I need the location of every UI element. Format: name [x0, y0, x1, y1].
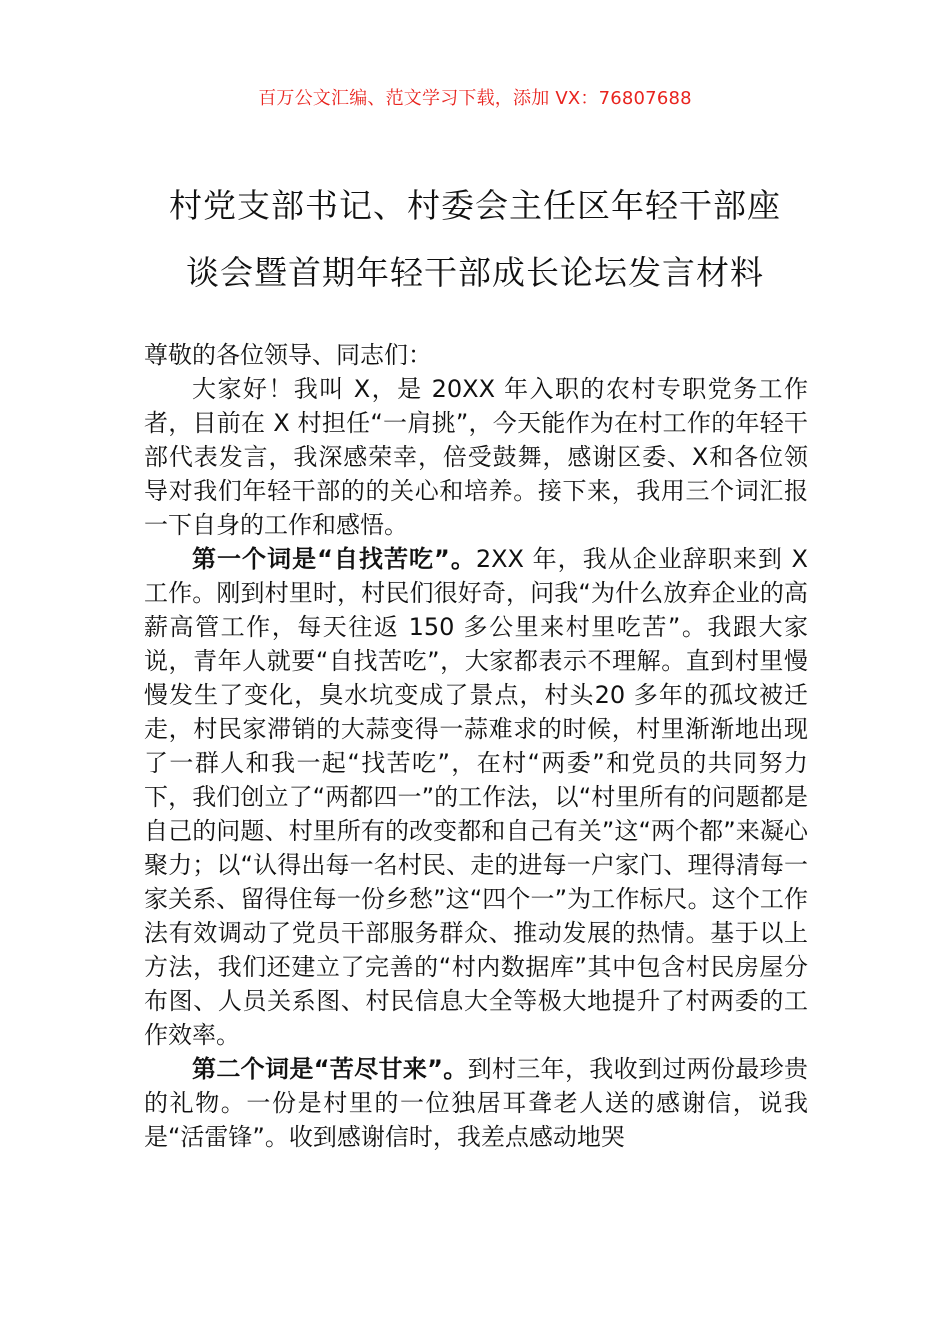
document-title: [130, 172, 820, 306]
title-line-2: 谈会暨首期年轻干部成长论坛发言材料: [186, 253, 764, 292]
paragraph-3-text: 到村三年，我收到过两份最珍贵的礼物。一份是村里的一位独居耳聋老人送的感谢信，说我是“活雷锋”。收到感谢信时，我差点感动地哭: [144, 1055, 809, 1151]
paragraph-2-lead: 第一个词是“自找苦吃”。: [192, 545, 476, 573]
paragraph-2-text: 2XX 年，我从企业辞职来到 X 工作。刚到村里时，村民们很好奇，问我“为什么放弃企业的高薪高管工作，每天往返 150 多公里来村里吃苦”。我跟大家说，青年人就要“自找苦吃”，大家都表示不理解。直到村里慢慢发生了变化，臭水坑变成了景点，村头20 多年的孤坟被迁走，村民家滞销的大蒜变得一蒜难求的时候，村里渐渐地出现了一群人和我一起“找苦吃”，在村“两委”和党员的共同努力下，我们创立了“两都四一”的工作法，以“村里所有的问题都是自己的问题、村里所有的改变都和自己有关”这“两个都”来凝心聚力；以“认得出每一名村民、走的进每一户家门、理得清每一家关系、留得住每一份乡愁”这“四个一”为工作标尺。这个工作法有效调动了党员干部服务群众、推动发展的热情。基于以上方法，我们还建立了完善的“村内数据库”其中包含村民房屋分布图、人员关系图、村民信息大全等极大地提升了村两委的工作效率。: [144, 545, 808, 1049]
title-line-1: 村党支部书记、村委会主任区年轻干部座: [169, 186, 781, 225]
paragraph-3-lead: 第二个词是“苦尽甘来”。: [192, 1055, 468, 1083]
header-banner: 百万公文汇编、范文学习下载，添加 VX：76807688: [258, 88, 692, 109]
paragraph-3: [144, 1052, 808, 1154]
document-body: [144, 338, 808, 1154]
paragraph-1: 大家好！我叫 X，是 20XX 年入职的农村专职党务工作者，目前在 X 村担任“一肩挑”，今天能作为在村工作的年轻干部代表发言，我深感荣幸，倍受鼓舞，感谢区委、X和各位领导对我们年轻干部的的关心和培养。接下来，我用三个词汇报一下自身的工作和感悟。: [144, 375, 808, 539]
paragraph-2: [144, 542, 808, 1052]
salutation: 尊敬的各位领导、同志们：: [144, 341, 432, 369]
